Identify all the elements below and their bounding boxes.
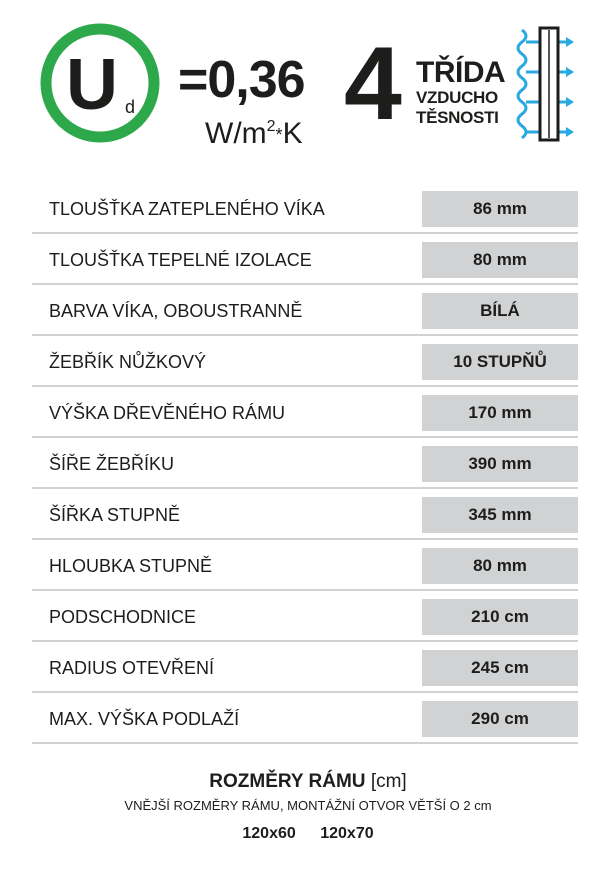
table-row [32, 288, 578, 339]
row-divider [32, 487, 578, 489]
table-row [32, 696, 578, 747]
frame-dimensions-subtitle: VNĚJŠÍ ROZMĚRY RÁMU, MONTÁŽNÍ OTVOR VĚTŠÍ O 2 cm [124, 798, 492, 813]
ud-unit-exponent: 2 [266, 118, 276, 135]
table-row [32, 186, 578, 237]
spec-label: BARVA VÍKA, OBOUSTRANNĚ [49, 301, 303, 321]
spec-value: 80 mm [422, 548, 578, 584]
spec-value: 210 cm [422, 599, 578, 635]
spec-label: TLOUŠŤKA TEPELNÉ IZOLACE [49, 250, 312, 270]
ud-badge-icon [40, 23, 160, 143]
ud-unit-end: K [282, 117, 303, 150]
spec-value: 86 mm [422, 191, 578, 227]
spec-value: 245 cm [422, 650, 578, 686]
table-row [32, 390, 578, 441]
spec-value: 345 mm [422, 497, 578, 533]
spec-value: 170 mm [422, 395, 578, 431]
badge-letter: U [66, 45, 118, 125]
spec-value: 290 cm [422, 701, 578, 737]
badge-subscript: d [124, 97, 136, 117]
specs-table [32, 186, 578, 747]
table-row [32, 237, 578, 288]
class-digit: 4 [344, 26, 402, 142]
spec-label: ŠÍŘKA STUPNĚ [49, 505, 181, 525]
class-text [416, 58, 516, 128]
ud-unit-star: * [275, 125, 283, 145]
frame-size: 120x60 [242, 825, 296, 842]
spec-label: HLOUBKA STUPNĚ [49, 556, 213, 576]
spec-value: BÍLÁ [422, 293, 578, 329]
spec-value: 390 mm [422, 446, 578, 482]
air-tightness-window-icon [512, 26, 578, 152]
table-row [32, 645, 578, 696]
row-divider [32, 232, 578, 234]
frame-dimensions-title-bold: ROZMĚRY RÁMU [209, 771, 366, 792]
spec-label: RADIUS OTEVŘENÍ [49, 658, 215, 678]
row-divider [32, 538, 578, 540]
class-word: TŘÍDA [416, 56, 506, 89]
ud-unit [205, 110, 303, 152]
row-divider [32, 691, 578, 693]
row-divider [32, 589, 578, 591]
row-divider [32, 742, 578, 744]
frame-dimensions-title-unit: [cm] [370, 771, 407, 792]
row-divider [32, 334, 578, 336]
row-divider [32, 640, 578, 642]
spec-value: 10 STUPŇŮ [422, 344, 578, 380]
spec-value: 80 mm [422, 242, 578, 278]
table-row [32, 339, 578, 390]
ud-value: =0,36 [178, 51, 305, 109]
spec-label: ŽEBŘÍK NŮŽKOVÝ [49, 352, 207, 372]
table-row [32, 441, 578, 492]
row-divider [32, 436, 578, 438]
table-row [32, 594, 578, 645]
row-divider [32, 283, 578, 285]
spec-label: MAX. VÝŠKA PODLAŽÍ [49, 709, 240, 729]
table-row [32, 543, 578, 594]
ud-unit-base: W/m [205, 117, 267, 150]
spec-label: TLOUŠŤKA ZATEPLENÉHO VÍKA [49, 199, 325, 219]
class-line-1: VZDUCHO [416, 88, 498, 107]
spec-label: PODSCHODNICE [49, 607, 197, 627]
ud-formula [178, 52, 328, 152]
frame-size: 120x70 [320, 825, 374, 842]
row-divider [32, 385, 578, 387]
frame-dimensions-title [0, 770, 616, 794]
spec-label: ŠÍŘE ŽEBŘÍKU [49, 454, 175, 474]
class-line-2: TĚSNOSTI [416, 108, 499, 127]
frame-dimensions [0, 770, 616, 844]
frame-size-list [0, 824, 616, 844]
table-row [32, 492, 578, 543]
spec-label: VÝŠKA DŘEVĚNÉHO RÁMU [49, 403, 286, 423]
header [0, 0, 616, 170]
